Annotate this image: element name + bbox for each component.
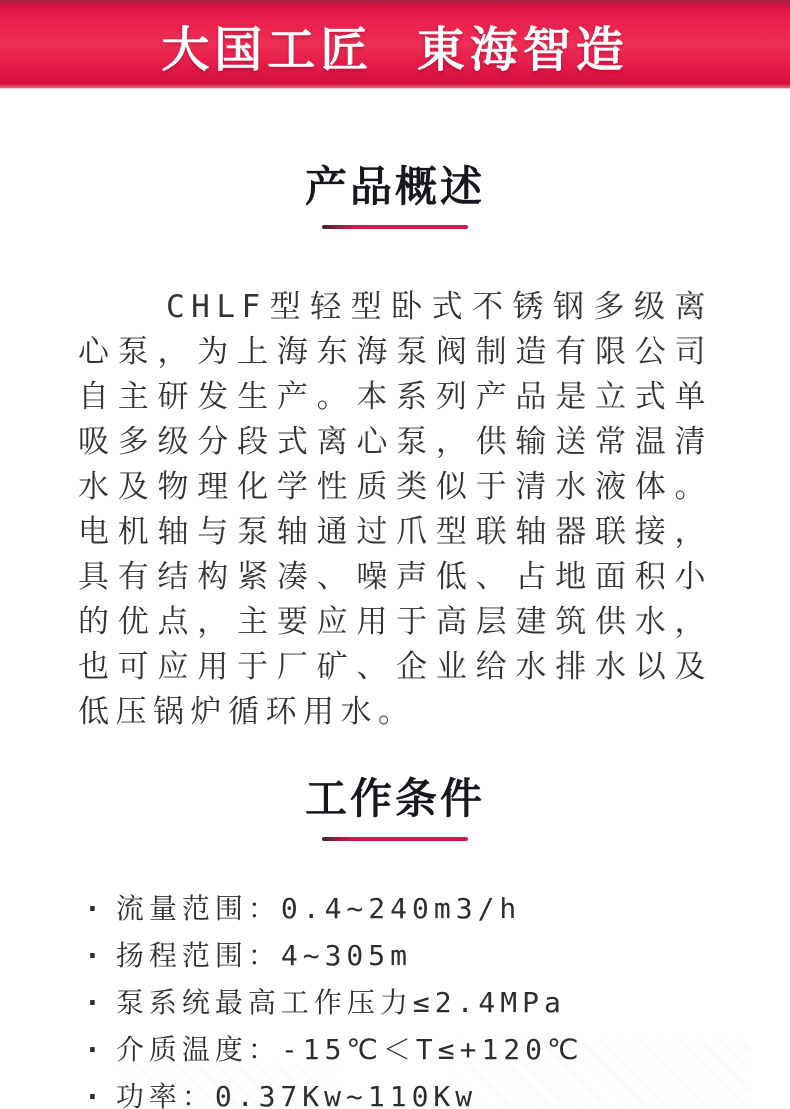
condition-flow-range: 流量范围：0.4~240m3/h — [115, 892, 522, 925]
section-product-overview — [0, 89, 790, 735]
condition-head-range: 扬程范围：4~305m — [115, 939, 413, 972]
overview-paragraph: CHLF型轻型卧式不锈钢多级离心泵，为上海东海泵阀制造有限公司自主研发生产。本系列产品是立式单吸多级分段式离心泵，供输送常温清水及物理化学性质类似于清水液体。电机轴与泵轴通过爪型联轴器联接，具有结构紧凑、噪声低、占地面积小的优点，主要应用于高层建筑供水，也可应用于厂矿、企业给水排水以及低压锅炉循环用水。 — [78, 289, 712, 730]
list-item — [84, 979, 740, 1026]
bullet-icon: · — [84, 1080, 106, 1109]
condition-max-pressure: 泵系统最高工作压力≤2.4MPa — [115, 986, 566, 1019]
section-working-conditions — [0, 735, 790, 1109]
list-item — [84, 885, 740, 932]
bullet-icon: · — [84, 986, 106, 1019]
list-item — [84, 1026, 740, 1073]
list-item — [84, 932, 740, 979]
banner-title: 大国工匠 東海智造 — [161, 21, 629, 78]
list-item — [84, 1073, 740, 1109]
bullet-icon: · — [84, 939, 106, 972]
conditions-title-underline — [322, 837, 468, 841]
bullet-icon: · — [84, 1033, 106, 1066]
condition-medium-temperature: 介质温度：-15℃＜T≤+120℃ — [115, 1033, 584, 1066]
conditions-list — [0, 885, 790, 1109]
overview-title-underline — [322, 225, 468, 229]
conditions-title: 工作条件 — [304, 774, 485, 823]
bullet-icon: · — [84, 892, 106, 925]
header-banner — [0, 0, 790, 89]
condition-power-range: 功率：0.37Kw~110Kw — [115, 1080, 478, 1109]
overview-title: 产品概述 — [304, 162, 485, 211]
